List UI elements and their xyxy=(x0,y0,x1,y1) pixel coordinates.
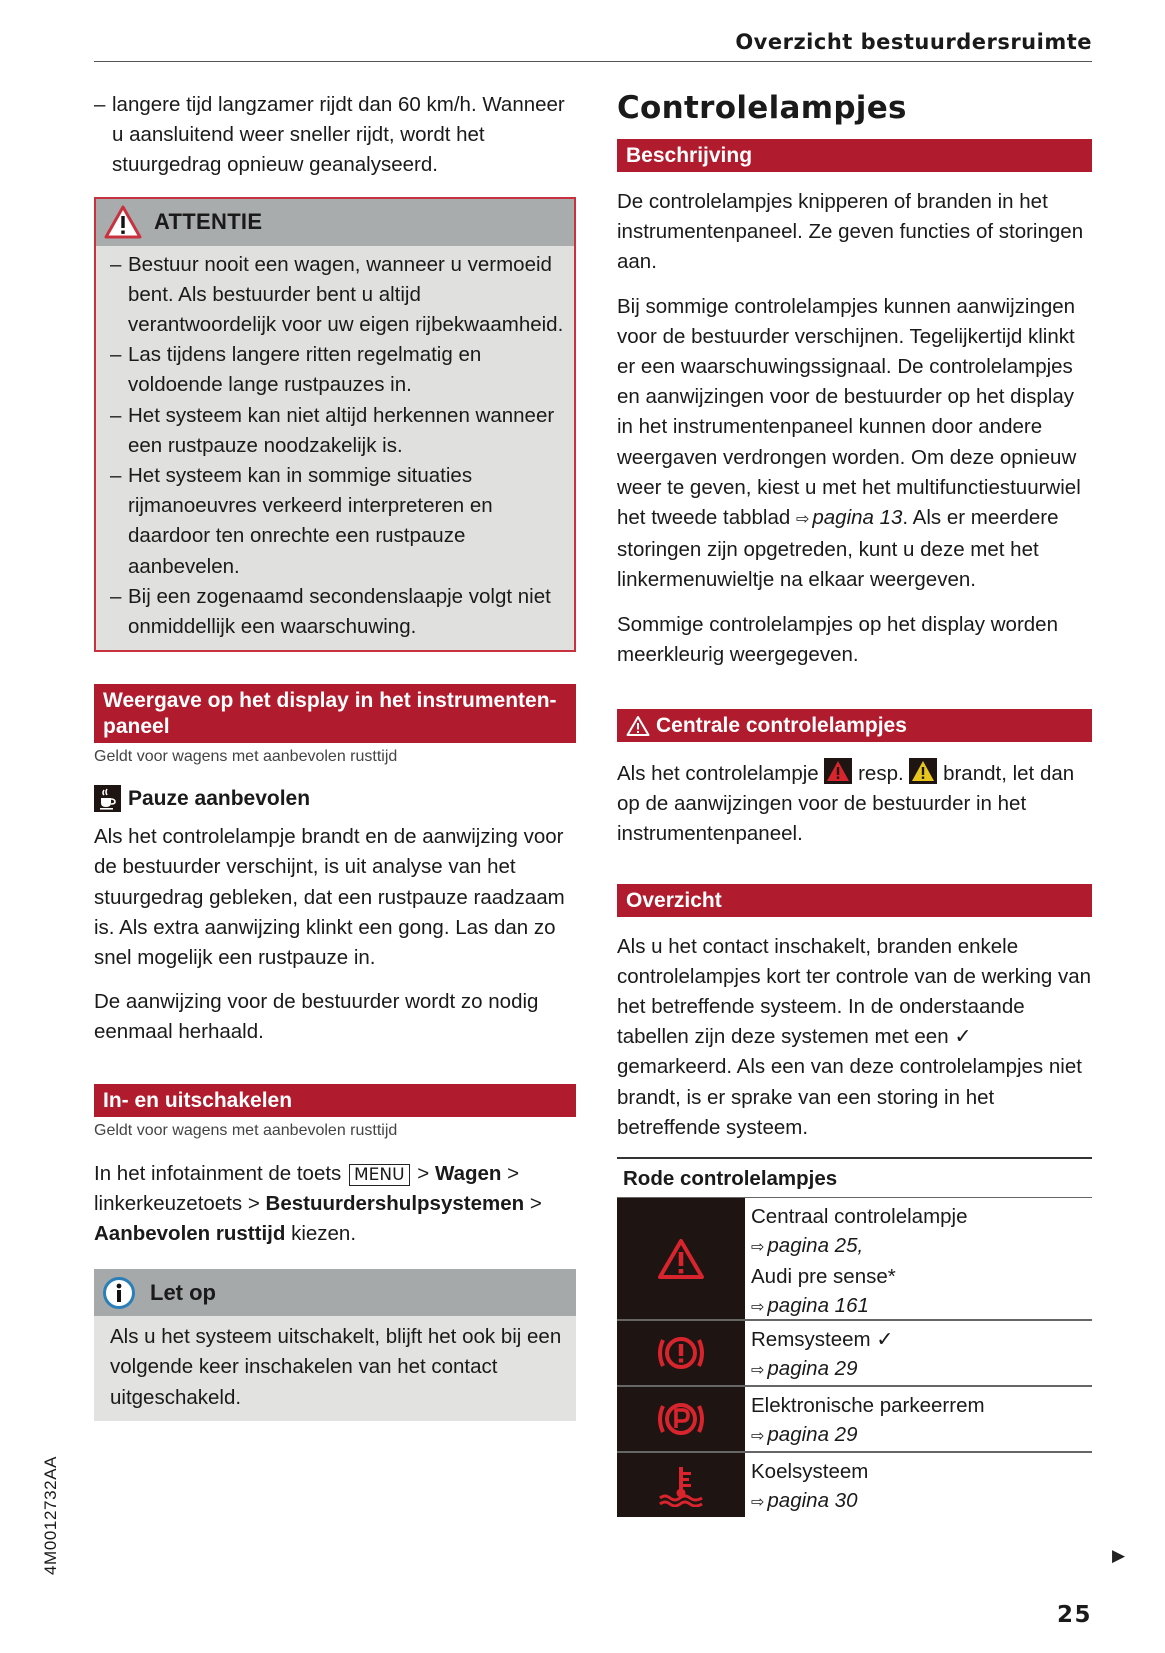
table-icon-cell xyxy=(617,1453,745,1517)
lamp-name: Elektronische parkeerrem xyxy=(751,1394,985,1418)
overview-heading: Overzicht xyxy=(617,884,1092,917)
warning-item: – Bij een zogenaamd secondenslaapje volgt niet onmiddellijk een waarschuwing. xyxy=(110,582,564,642)
overview-text-part: Als u het contact inschakelt, branden enkele controlelampjes kort ter controle van de werking van het betreffende systeem. In de onderstaande tabellen zijn deze systemen met een xyxy=(617,934,1092,1049)
page-reference-link[interactable]: ⇨ pagina 13 xyxy=(796,506,902,529)
red-lamps-table xyxy=(617,1157,1092,1517)
warning-title: ATTENTIE xyxy=(154,209,263,235)
switch-text: kiezen. xyxy=(291,1222,357,1246)
separator: > xyxy=(507,1161,520,1185)
switch-instructions xyxy=(94,1159,576,1250)
overview-section xyxy=(617,884,1092,1143)
central-text-part: resp. xyxy=(858,762,904,786)
description-heading: Beschrijving xyxy=(617,139,1092,172)
warning-item: – Het systeem kan in sommige situaties rijmanoeuvres verkeerd interpreteren en daardoor ten onrechte een rustpauze aanbevelen. xyxy=(110,461,564,582)
table-text-cell xyxy=(745,1321,899,1385)
document-code: 4M0012732AA xyxy=(41,1455,60,1575)
warning-body xyxy=(96,246,574,651)
warning-item: – Las tijdens langere ritten regelmatig en voldoende lange rustpauzes in. xyxy=(110,340,564,400)
description-paragraph: De controlelampjes knipperen of branden in het instrumentenpaneel. Ze geven functies of storingen aan. xyxy=(617,190,1084,274)
warning-item: – Bestuur nooit een wagen, wanneer u vermoeid bent. Als bestuurder bent u altijd verantwoordelijk voor uw eigen rijbekwaamheid. xyxy=(110,250,564,341)
menu-item-assist: Bestuurdershulpsystemen xyxy=(265,1191,525,1215)
description-text: . Als er meerdere storingen zijn opgetreden, kunt u deze met het linkermenuwieltje na elkaar weergeven. xyxy=(617,506,1059,592)
switch-section xyxy=(94,1084,576,1250)
lamp-name: Audi pre sense* xyxy=(751,1265,896,1289)
page-reference-link[interactable]: ⇨ pagina 29 xyxy=(751,1420,985,1451)
separator: > xyxy=(417,1161,430,1185)
separator: > xyxy=(529,1191,542,1215)
info-icon xyxy=(102,1276,136,1310)
central-text-part: Als het controlelampje xyxy=(617,762,819,786)
display-paragraph: Als het controlelampje brandt en de aanwijzing voor de bestuurder verschijnt, is uit analyse van het stuurgedrag gebleken, dat een rustpauze raadzaam is. Als extra aanwijzing klinkt een gong. Las dan zo snel mogelijk een rustpauze in. xyxy=(94,825,565,970)
table-text-cell xyxy=(745,1387,991,1451)
warning-item: – Het systeem kan niet altijd herkennen wanneer een rustpauze noodzakelijk is. xyxy=(110,401,564,461)
overview-text-part: gemarkeerd. Als een van deze controlelampjes niet brandt, is er sprake van een storing in het betreffende systeem. xyxy=(617,1055,1082,1139)
table-row xyxy=(617,1319,1092,1385)
note-body: Als u het systeem uitschakelt, blijft het ook bij een volgende keer inschakelen van het contact uitgeschakeld. xyxy=(110,1325,562,1409)
switch-text: linkerkeuzetoets xyxy=(94,1191,243,1215)
table-text-cell xyxy=(745,1198,974,1319)
coffee-cup-icon xyxy=(94,785,121,812)
yellow-warning-lamp-icon xyxy=(909,758,937,784)
right-column xyxy=(617,88,1092,1517)
display-section xyxy=(94,684,576,1047)
warning-header xyxy=(96,199,574,246)
display-section-note: Geldt voor wagens met aanbevolen rusttijd xyxy=(94,748,398,766)
page-reference-link[interactable]: ⇨ pagina 25, xyxy=(751,1231,968,1262)
table-heading: Rode controlelampjes xyxy=(617,1157,1092,1197)
page-reference-link[interactable]: ⇨ pagina 30 xyxy=(751,1486,868,1517)
page-reference-link[interactable]: ⇨ pagina 161 xyxy=(751,1291,968,1322)
pause-title-row xyxy=(94,785,576,812)
central-warning-icon xyxy=(656,1237,706,1281)
menu-item-wagen: Wagen xyxy=(434,1161,502,1185)
warning-triangle-icon xyxy=(104,205,142,239)
switch-section-note: Geldt voor wagens met aanbevolen rusttijd xyxy=(94,1121,398,1139)
pause-title: Pauze aanbevolen xyxy=(128,786,311,810)
switch-text: In het infotainment de toets xyxy=(94,1161,342,1185)
next-page-arrow-icon[interactable]: ▶ xyxy=(1112,1546,1126,1565)
warning-triangle-icon xyxy=(626,715,650,737)
separator: > xyxy=(247,1191,260,1215)
parking-brake-icon xyxy=(655,1398,707,1440)
menu-item-rest: Aanbevolen rusttijd xyxy=(94,1222,286,1246)
description-body xyxy=(617,187,1092,670)
description-paragraph xyxy=(617,292,1092,596)
table-icon-cell xyxy=(617,1321,745,1385)
display-paragraph: De aanwijzing voor de bestuurder wordt zo nodig eenmaal herhaald. xyxy=(94,990,539,1044)
warning-box xyxy=(94,197,576,653)
table-row xyxy=(617,1385,1092,1451)
table-row xyxy=(617,1197,1092,1319)
page-header-title: Overzicht bestuurdersruimte xyxy=(735,30,1092,54)
central-section xyxy=(617,709,1092,850)
description-paragraph: Sommige controlelampjes op het display worden meerkleurig weergegeven. xyxy=(617,612,1058,666)
table-text-cell xyxy=(745,1453,874,1517)
lamp-name: Koelsysteem xyxy=(751,1460,869,1484)
overview-text xyxy=(617,932,1092,1143)
table-icon-cell xyxy=(617,1387,745,1451)
note-box xyxy=(94,1269,576,1421)
display-section-heading: Weergave op het display in het instrumentenpaneel xyxy=(94,684,576,743)
note-header xyxy=(94,1269,576,1316)
lamp-name: Remsysteem ✓ xyxy=(751,1328,894,1352)
central-text-part: brandt, let dan op de aanwijzingen voor de bestuurder in het instrumentenpaneel. xyxy=(617,762,1075,846)
menu-key: MENU xyxy=(349,1164,410,1186)
page-reference-link[interactable]: ⇨ pagina 29 xyxy=(751,1354,893,1385)
coolant-icon xyxy=(656,1463,706,1507)
brake-system-icon xyxy=(655,1332,707,1374)
intro-list-item: – langere tijd langzamer rijdt dan 60 km/h. Wanneer u aansluitend weer sneller rijdt, wordt het stuurgedrag opnieuw geanalyseerd. xyxy=(94,90,576,181)
header-divider xyxy=(94,61,1092,62)
table-icon-cell xyxy=(617,1198,745,1319)
check-mark: ✓ xyxy=(954,1025,972,1049)
central-heading-bar xyxy=(617,709,1092,742)
red-warning-lamp-icon xyxy=(824,758,852,784)
left-column xyxy=(94,88,576,1421)
section-title: Controlelampjes xyxy=(617,90,907,126)
central-text xyxy=(617,758,1092,850)
description-text: Bij sommige controlelampjes kunnen aanwijzingen voor de bestuurder verschijnen. Tegelijkertijd klinkt er een waarschuwingssignaal. De controlelampjes en aanwijzingen voor de bestuurder op het display in het instrumentenpaneel kunnen door andere weergaven verdrongen worden. Om deze opnieuw weer te geven, kiest u met het multifunctiestuurwiel het tweede tabblad xyxy=(617,294,1081,530)
page-number: 25 xyxy=(1056,1602,1092,1628)
table-row xyxy=(617,1451,1092,1517)
note-title: Let op xyxy=(150,1279,216,1305)
lamp-name: Centraal controlelampje xyxy=(751,1205,968,1229)
switch-section-heading: In- en uitschakelen xyxy=(94,1084,576,1117)
central-heading: Centrale controlelampjes xyxy=(656,714,907,738)
